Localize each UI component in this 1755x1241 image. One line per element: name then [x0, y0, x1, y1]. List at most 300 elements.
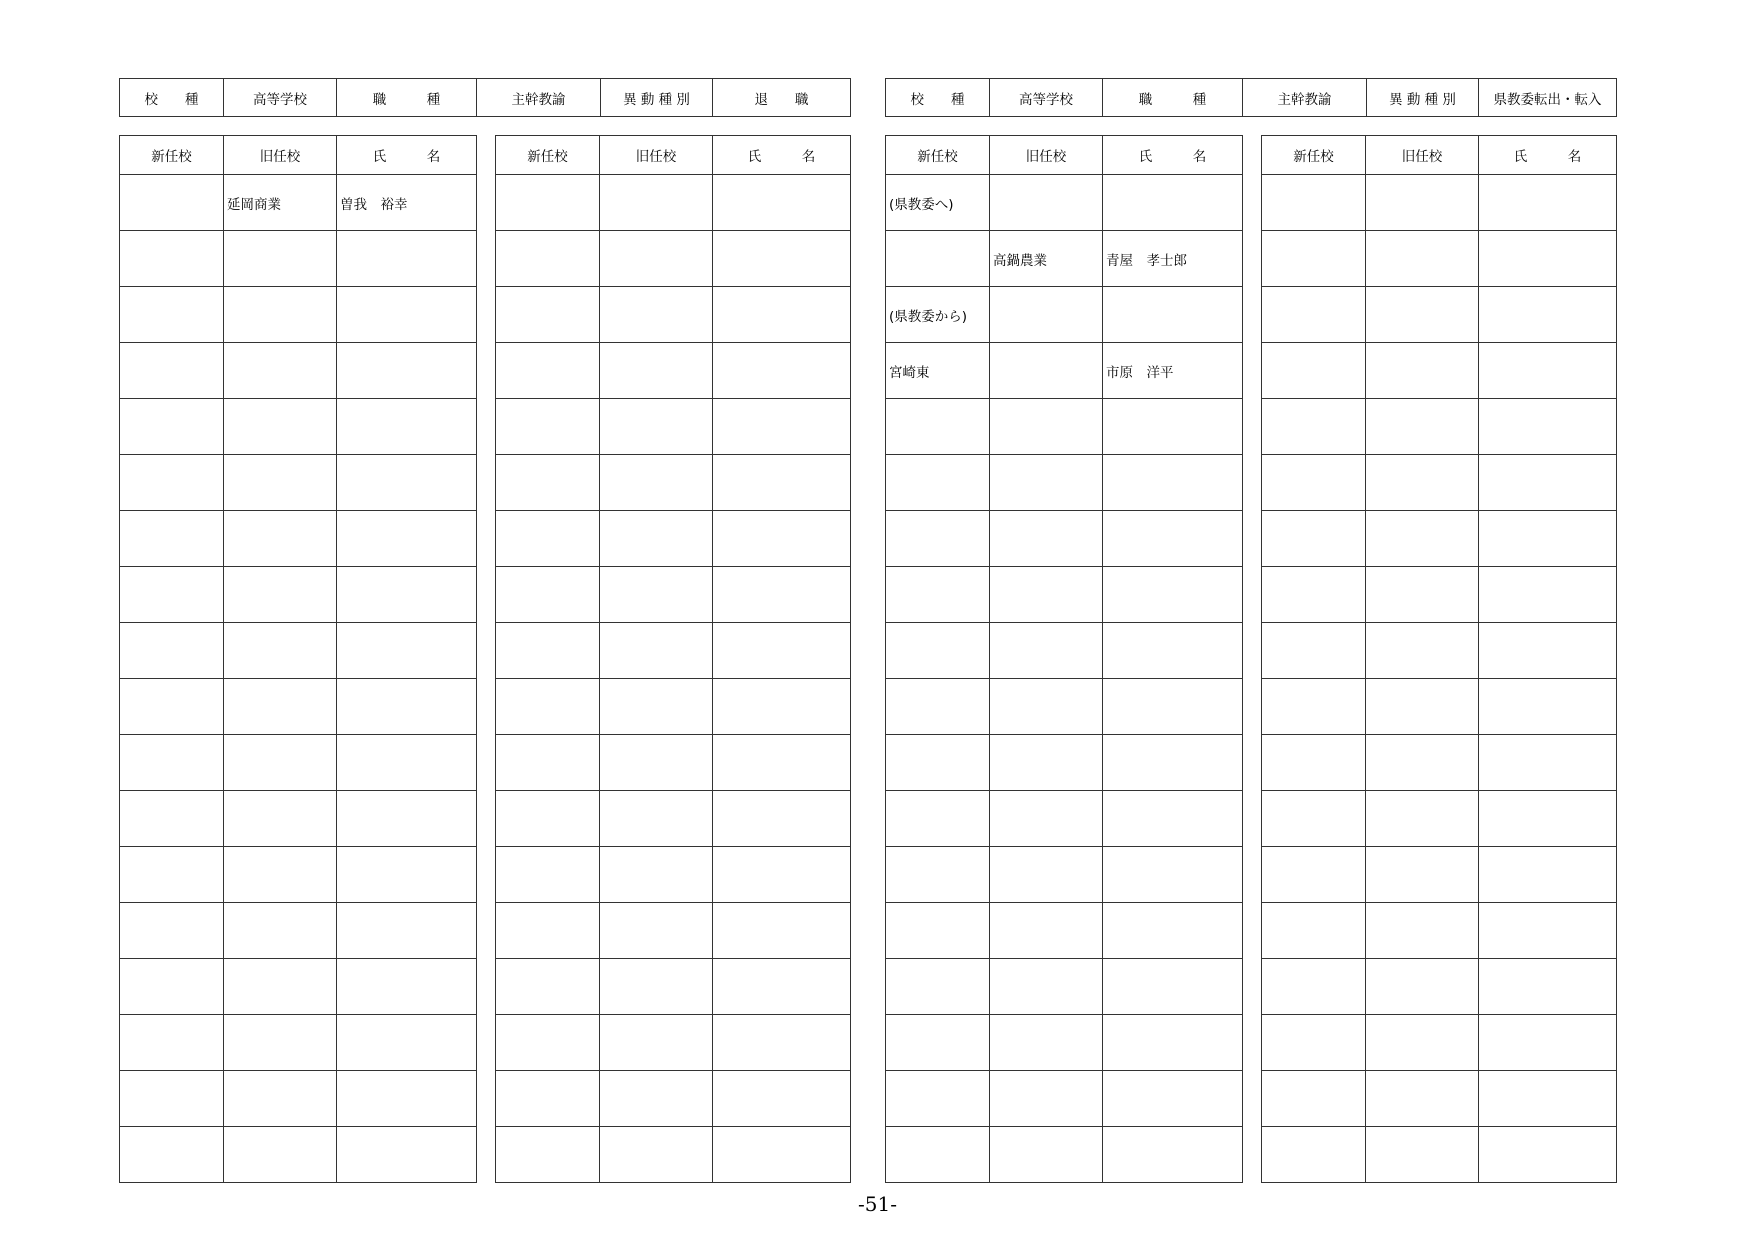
table-row — [496, 287, 851, 343]
cell-name — [1103, 455, 1243, 511]
cell-new-school — [1262, 623, 1366, 679]
cell-old-school — [600, 1071, 713, 1127]
school-type-label: 校 種 — [886, 79, 990, 117]
cell-old-school: 高鍋農業 — [990, 231, 1103, 287]
cell-old-school — [600, 679, 713, 735]
cell-new-school — [886, 735, 990, 791]
table-row — [1262, 343, 1617, 399]
cell-old-school — [600, 399, 713, 455]
cell-name — [337, 959, 477, 1015]
cell-name — [713, 791, 851, 847]
cell-name — [713, 287, 851, 343]
cell-new-school — [1262, 287, 1366, 343]
cell-old-school — [990, 959, 1103, 1015]
cell-new-school — [120, 567, 224, 623]
cell-name — [713, 959, 851, 1015]
cell-name — [713, 623, 851, 679]
cell-new-school — [1262, 735, 1366, 791]
table-row — [1262, 735, 1617, 791]
cell-name — [1103, 511, 1243, 567]
cell-name — [713, 847, 851, 903]
cell-old-school — [990, 1127, 1103, 1183]
cell-new-school — [496, 511, 600, 567]
cell-new-school — [496, 1127, 600, 1183]
cell-name — [337, 567, 477, 623]
cell-old-school — [224, 847, 337, 903]
cell-old-school — [1366, 679, 1479, 735]
cell-new-school — [886, 1127, 990, 1183]
cell-new-school — [496, 959, 600, 1015]
cell-new-school — [1262, 679, 1366, 735]
cell-old-school — [990, 1071, 1103, 1127]
table-row — [886, 903, 1243, 959]
col-old-school: 旧任校 — [1366, 136, 1479, 175]
cell-name — [1479, 679, 1617, 735]
cell-name — [713, 1071, 851, 1127]
col-new-school: 新任校 — [1262, 136, 1366, 175]
cell-name — [1103, 1127, 1243, 1183]
cell-new-school — [1262, 847, 1366, 903]
cell-old-school — [600, 847, 713, 903]
school-type-label: 校 種 — [120, 79, 224, 117]
cell-old-school — [600, 567, 713, 623]
cell-old-school — [1366, 735, 1479, 791]
cell-new-school — [120, 1071, 224, 1127]
table-row — [120, 679, 477, 735]
cell-new-school — [120, 231, 224, 287]
cell-old-school — [224, 903, 337, 959]
cell-name — [1479, 959, 1617, 1015]
cell-name — [1479, 1015, 1617, 1071]
table-row — [120, 399, 477, 455]
cell-old-school — [224, 343, 337, 399]
cell-old-school — [224, 735, 337, 791]
cell-old-school — [224, 959, 337, 1015]
cell-old-school — [990, 567, 1103, 623]
school-type-value: 高等学校 — [990, 79, 1103, 117]
cell-name — [1479, 399, 1617, 455]
cell-new-school — [120, 847, 224, 903]
cell-old-school — [990, 735, 1103, 791]
cell-name — [337, 399, 477, 455]
cell-name — [1479, 623, 1617, 679]
cell-new-school: 宮崎東 — [886, 343, 990, 399]
cell-new-school — [120, 1127, 224, 1183]
cell-name — [337, 511, 477, 567]
cell-name — [713, 1127, 851, 1183]
cell-old-school — [990, 679, 1103, 735]
cell-new-school — [496, 1071, 600, 1127]
header-right — [885, 78, 1617, 117]
cell-name — [1479, 511, 1617, 567]
cell-old-school — [1366, 1071, 1479, 1127]
cell-old-school — [990, 511, 1103, 567]
cell-name — [713, 735, 851, 791]
page-number: -51- — [858, 1192, 897, 1216]
table-row — [1262, 959, 1617, 1015]
cell-name — [1103, 399, 1243, 455]
cell-new-school — [1262, 903, 1366, 959]
col-old-school: 旧任校 — [224, 136, 337, 175]
table-row — [1262, 679, 1617, 735]
cell-new-school — [496, 623, 600, 679]
cell-new-school: (県教委へ) — [886, 175, 990, 231]
table-row — [1262, 1015, 1617, 1071]
cell-name — [713, 343, 851, 399]
cell-old-school — [600, 735, 713, 791]
table-row — [1262, 903, 1617, 959]
cell-new-school — [120, 175, 224, 231]
table-row — [886, 1071, 1243, 1127]
table-row — [120, 287, 477, 343]
table-row — [1262, 399, 1617, 455]
table-row — [1262, 511, 1617, 567]
transfer-type-value: 退 職 — [713, 79, 851, 117]
cell-new-school — [496, 735, 600, 791]
col-old-school: 旧任校 — [990, 136, 1103, 175]
col-new-school: 新任校 — [120, 136, 224, 175]
cell-old-school — [600, 1015, 713, 1071]
cell-old-school — [224, 623, 337, 679]
transfer-type-value: 県教委転出・転入 — [1479, 79, 1617, 117]
cell-old-school — [1366, 959, 1479, 1015]
table-row — [1262, 1071, 1617, 1127]
cell-new-school — [120, 455, 224, 511]
table-row — [496, 1015, 851, 1071]
cell-old-school — [990, 623, 1103, 679]
cell-old-school — [1366, 623, 1479, 679]
transfer-table-1 — [119, 135, 477, 1183]
table-row — [886, 399, 1243, 455]
cell-old-school — [600, 231, 713, 287]
cell-old-school — [600, 455, 713, 511]
cell-old-school — [224, 791, 337, 847]
cell-name — [1479, 735, 1617, 791]
cell-new-school — [1262, 231, 1366, 287]
cell-new-school — [120, 791, 224, 847]
col-old-school: 旧任校 — [600, 136, 713, 175]
table-row — [886, 455, 1243, 511]
cell-name — [337, 623, 477, 679]
table-row — [1262, 847, 1617, 903]
cell-old-school — [990, 903, 1103, 959]
cell-name — [713, 1015, 851, 1071]
cell-new-school — [496, 903, 600, 959]
cell-new-school — [1262, 1071, 1366, 1127]
table-row — [120, 455, 477, 511]
table-row — [120, 1071, 477, 1127]
cell-name — [1103, 847, 1243, 903]
cell-name: 青屋 孝士郎 — [1103, 231, 1243, 287]
cell-new-school — [1262, 567, 1366, 623]
table-row — [120, 959, 477, 1015]
table-row — [496, 623, 851, 679]
table-row — [496, 231, 851, 287]
cell-old-school — [224, 455, 337, 511]
cell-new-school — [120, 399, 224, 455]
cell-new-school — [120, 679, 224, 735]
table-row — [886, 791, 1243, 847]
table-row — [886, 847, 1243, 903]
transfer-type-label: 異 動 種 別 — [1367, 79, 1479, 117]
cell-new-school — [120, 1015, 224, 1071]
cell-name — [337, 231, 477, 287]
cell-old-school — [600, 343, 713, 399]
cell-old-school — [1366, 399, 1479, 455]
table-row — [120, 903, 477, 959]
table-row — [120, 1127, 477, 1183]
school-type-value: 高等学校 — [224, 79, 337, 117]
cell-old-school — [600, 903, 713, 959]
cell-new-school — [1262, 1127, 1366, 1183]
cell-new-school — [120, 343, 224, 399]
cell-new-school — [120, 735, 224, 791]
table-row — [496, 679, 851, 735]
cell-name — [1479, 287, 1617, 343]
cell-name — [713, 399, 851, 455]
cell-new-school — [496, 455, 600, 511]
cell-name — [1479, 455, 1617, 511]
col-name: 氏 名 — [713, 136, 851, 175]
table-row — [1262, 455, 1617, 511]
table-row — [496, 455, 851, 511]
cell-old-school — [224, 287, 337, 343]
cell-new-school — [496, 567, 600, 623]
table-row — [886, 679, 1243, 735]
cell-name — [1103, 679, 1243, 735]
transfer-table-3 — [885, 135, 1243, 1183]
table-row — [1262, 231, 1617, 287]
cell-name — [1479, 903, 1617, 959]
cell-new-school — [120, 287, 224, 343]
cell-name — [337, 791, 477, 847]
cell-new-school — [1262, 1015, 1366, 1071]
cell-name — [1479, 847, 1617, 903]
cell-name: 曽我 裕幸 — [337, 175, 477, 231]
cell-old-school — [1366, 511, 1479, 567]
table-row — [886, 175, 1243, 231]
table-row — [496, 847, 851, 903]
table-row — [1262, 287, 1617, 343]
cell-old-school — [990, 175, 1103, 231]
cell-new-school — [886, 1015, 990, 1071]
table-row — [120, 847, 477, 903]
cell-new-school — [1262, 175, 1366, 231]
cell-old-school — [1366, 343, 1479, 399]
transfer-type-label: 異 動 種 別 — [601, 79, 713, 117]
cell-new-school — [496, 343, 600, 399]
cell-old-school — [224, 1071, 337, 1127]
cell-name — [1103, 1071, 1243, 1127]
cell-old-school — [990, 399, 1103, 455]
table-row — [886, 1127, 1243, 1183]
cell-old-school — [990, 791, 1103, 847]
transfer-table-4 — [1261, 135, 1617, 1183]
cell-new-school — [496, 231, 600, 287]
table-row — [496, 903, 851, 959]
position-value: 主幹教諭 — [477, 79, 601, 117]
table-row — [120, 567, 477, 623]
cell-name — [337, 287, 477, 343]
table-row — [1262, 1127, 1617, 1183]
cell-name — [337, 735, 477, 791]
cell-name — [713, 903, 851, 959]
cell-new-school — [496, 399, 600, 455]
table-row — [496, 343, 851, 399]
cell-name — [337, 903, 477, 959]
header-left — [119, 78, 851, 117]
cell-old-school — [600, 623, 713, 679]
cell-name — [713, 455, 851, 511]
cell-new-school — [886, 791, 990, 847]
cell-name — [1479, 791, 1617, 847]
cell-new-school — [886, 847, 990, 903]
cell-new-school — [1262, 791, 1366, 847]
cell-name — [1103, 567, 1243, 623]
table-row — [886, 623, 1243, 679]
cell-name — [713, 511, 851, 567]
cell-name — [1479, 343, 1617, 399]
cell-name — [337, 343, 477, 399]
cell-old-school: 延岡商業 — [224, 175, 337, 231]
table-row — [886, 511, 1243, 567]
cell-old-school — [990, 455, 1103, 511]
cell-new-school — [886, 399, 990, 455]
cell-name — [1103, 175, 1243, 231]
cell-new-school — [1262, 399, 1366, 455]
cell-name — [337, 455, 477, 511]
table-row — [496, 1071, 851, 1127]
position-value: 主幹教諭 — [1243, 79, 1367, 117]
cell-name — [337, 679, 477, 735]
cell-old-school — [224, 511, 337, 567]
table-row — [120, 1015, 477, 1071]
cell-new-school — [1262, 343, 1366, 399]
cell-old-school — [1366, 231, 1479, 287]
cell-old-school — [600, 1127, 713, 1183]
cell-new-school: (県教委から) — [886, 287, 990, 343]
table-row — [886, 1015, 1243, 1071]
cell-old-school — [1366, 1015, 1479, 1071]
cell-old-school — [1366, 903, 1479, 959]
cell-name — [1103, 903, 1243, 959]
cell-new-school — [496, 847, 600, 903]
table-row — [496, 735, 851, 791]
cell-new-school — [120, 903, 224, 959]
cell-new-school — [1262, 455, 1366, 511]
cell-old-school — [1366, 847, 1479, 903]
cell-old-school — [1366, 567, 1479, 623]
col-name: 氏 名 — [1103, 136, 1243, 175]
table-row — [496, 959, 851, 1015]
cell-new-school — [886, 567, 990, 623]
table-row — [120, 175, 477, 231]
cell-new-school — [886, 1071, 990, 1127]
cell-name — [1103, 959, 1243, 1015]
table-row — [886, 287, 1243, 343]
cell-old-school — [224, 1015, 337, 1071]
table-row — [1262, 175, 1617, 231]
cell-name — [337, 1127, 477, 1183]
table-row — [1262, 623, 1617, 679]
cell-new-school — [120, 959, 224, 1015]
cell-old-school — [224, 1127, 337, 1183]
col-new-school: 新任校 — [886, 136, 990, 175]
table-row — [120, 623, 477, 679]
table-row — [120, 511, 477, 567]
transfer-table-2 — [495, 135, 851, 1183]
cell-old-school — [224, 567, 337, 623]
cell-old-school — [600, 511, 713, 567]
table-row — [496, 511, 851, 567]
table-row — [120, 231, 477, 287]
cell-name — [337, 1015, 477, 1071]
cell-new-school — [1262, 959, 1366, 1015]
cell-name — [337, 847, 477, 903]
table-row — [886, 343, 1243, 399]
table-row — [1262, 791, 1617, 847]
cell-new-school — [886, 511, 990, 567]
col-name: 氏 名 — [337, 136, 477, 175]
cell-old-school — [224, 231, 337, 287]
cell-old-school — [990, 1015, 1103, 1071]
table-row — [886, 735, 1243, 791]
table-row — [886, 231, 1243, 287]
table-row — [496, 399, 851, 455]
table-row — [496, 567, 851, 623]
table-row — [1262, 567, 1617, 623]
table-row — [496, 791, 851, 847]
cell-old-school — [600, 287, 713, 343]
cell-old-school — [1366, 455, 1479, 511]
cell-new-school — [886, 623, 990, 679]
cell-name — [1479, 567, 1617, 623]
cell-old-school — [600, 959, 713, 1015]
cell-new-school — [886, 903, 990, 959]
cell-name — [1479, 175, 1617, 231]
cell-new-school — [120, 511, 224, 567]
cell-name — [1103, 735, 1243, 791]
table-row — [120, 791, 477, 847]
cell-new-school — [886, 959, 990, 1015]
cell-name — [1479, 231, 1617, 287]
cell-name — [1103, 623, 1243, 679]
cell-old-school — [990, 287, 1103, 343]
cell-old-school — [600, 175, 713, 231]
cell-new-school — [886, 231, 990, 287]
cell-new-school — [496, 287, 600, 343]
cell-new-school — [120, 623, 224, 679]
cell-name — [713, 567, 851, 623]
col-new-school: 新任校 — [496, 136, 600, 175]
table-row — [120, 735, 477, 791]
cell-name — [1103, 1015, 1243, 1071]
cell-old-school — [1366, 1127, 1479, 1183]
cell-new-school — [496, 1015, 600, 1071]
table-row — [496, 1127, 851, 1183]
cell-new-school — [886, 679, 990, 735]
cell-name — [1103, 287, 1243, 343]
position-label: 職 種 — [337, 79, 477, 117]
cell-old-school — [600, 791, 713, 847]
cell-name — [713, 175, 851, 231]
cell-old-school — [1366, 287, 1479, 343]
cell-name — [1479, 1071, 1617, 1127]
col-name: 氏 名 — [1479, 136, 1617, 175]
position-label: 職 種 — [1103, 79, 1243, 117]
cell-name: 市原 洋平 — [1103, 343, 1243, 399]
table-row — [886, 567, 1243, 623]
